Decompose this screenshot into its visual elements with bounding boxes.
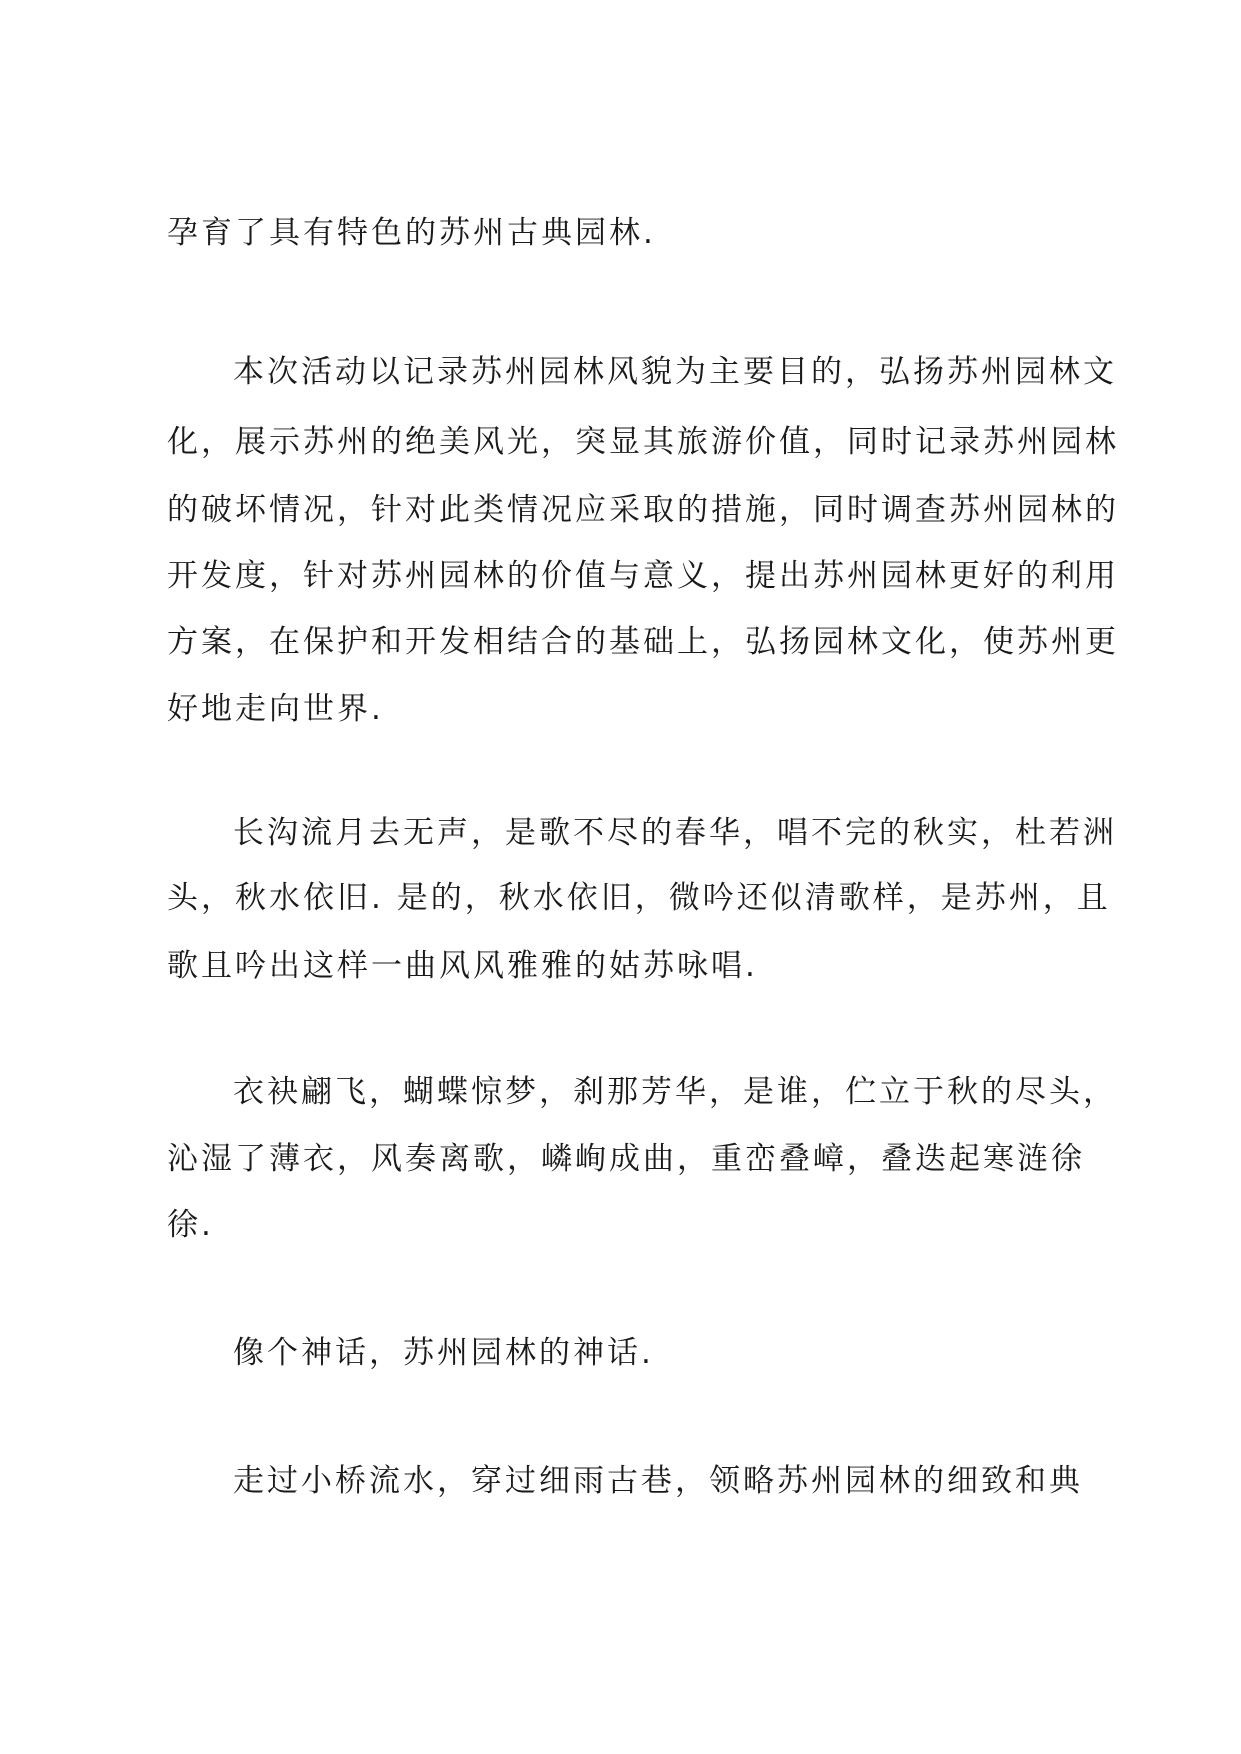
paragraph-2-line-6: 好地走向世界.: [167, 691, 384, 727]
paragraph-2-line-1: 本次活动以记录苏州园林风貌为主要目的，弘扬苏州园林文: [233, 354, 1117, 390]
paragraph-2-line-4: 开发度，针对苏州园林的价值与意义，提出苏州园林更好的利用: [167, 558, 1119, 594]
paragraph-1-line-1: 孕育了具有特色的苏州古典园林.: [167, 215, 656, 251]
paragraph-6-line-1: 走过小桥流水，穿过细雨古巷，领略苏州园林的细致和典: [233, 1463, 1083, 1499]
paragraph-2-line-2: 化，展示苏州的绝美风光，突显其旅游价值，同时记录苏州园林: [167, 424, 1119, 460]
paragraph-4-line-1: 衣袂翩飞，蝴蝶惊梦，刹那芳华，是谁，伫立于秋的尽头，: [233, 1074, 1117, 1110]
paragraph-4-line-2: 沁湿了薄衣，风奏离歌，嶙峋成曲，重峦叠嶂，叠迭起寒涟徐: [167, 1141, 1085, 1177]
paragraph-4-line-3: 徐.: [167, 1207, 214, 1243]
paragraph-3-line-1: 长沟流月去无声，是歌不尽的春华，唱不完的秋实，杜若洲: [233, 815, 1117, 851]
paragraph-5-line-1: 像个神话，苏州园林的神话.: [233, 1335, 654, 1371]
paragraph-2-line-3: 的破坏情况，针对此类情况应采取的措施，同时调查苏州园林的: [167, 492, 1119, 528]
paragraph-2-line-5: 方案，在保护和开发相结合的基础上，弘扬园林文化，使苏州更: [167, 624, 1119, 660]
paragraph-3-line-3: 歌且吟出这样一曲风风雅雅的姑苏咏唱.: [167, 948, 758, 984]
paragraph-3-line-2: 头，秋水依旧. 是的，秋水依旧，微吟还似清歌样，是苏州，且: [167, 880, 1111, 916]
